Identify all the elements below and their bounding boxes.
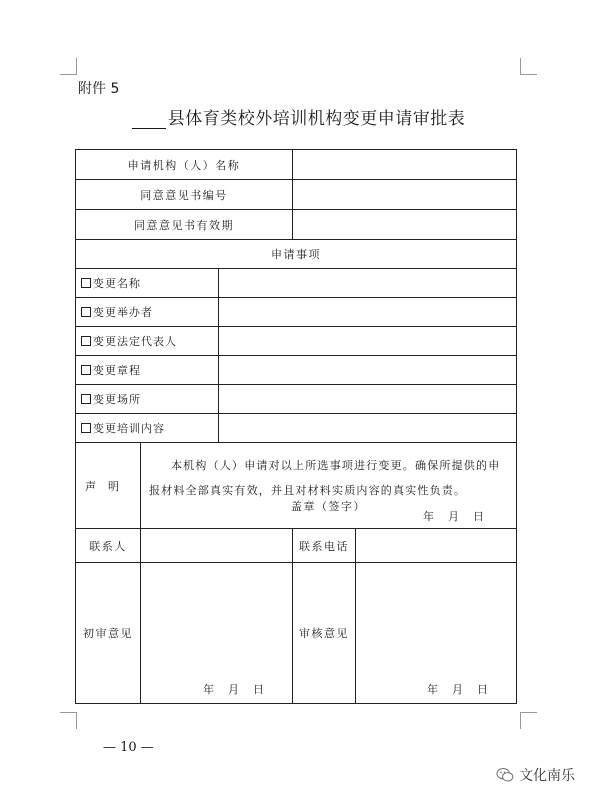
crop-mark-bottom-left [60, 712, 77, 729]
contact-person-label: 联系人 [76, 529, 141, 563]
consent-validity-input[interactable] [293, 210, 517, 240]
change-item-label: 变更名称 [93, 277, 141, 290]
watermark-text: 文化南乐 [519, 768, 575, 784]
change-item-input[interactable] [219, 298, 517, 327]
wechat-icon [496, 767, 514, 783]
change-item-input[interactable] [219, 327, 517, 356]
change-item-input[interactable] [219, 385, 517, 414]
change-item-label: 变更场所 [93, 393, 141, 406]
checkbox[interactable] [81, 336, 91, 346]
change-item-input[interactable] [219, 414, 517, 443]
audit-review-input[interactable] [356, 563, 517, 704]
change-item-row[interactable] [76, 327, 219, 356]
initial-review-input[interactable] [141, 563, 293, 704]
checkbox[interactable] [81, 394, 91, 404]
checkbox[interactable] [81, 423, 91, 433]
declaration-date: 年月日 [423, 510, 499, 523]
crop-mark-top-right [520, 58, 537, 75]
form-title: 县体育类校外培训机构变更申请审批表 [167, 109, 466, 129]
title-blank-line[interactable] [132, 112, 166, 129]
change-item-row[interactable] [76, 414, 219, 443]
initial-review-date: 年月日 [203, 683, 279, 696]
applicant-name-label: 申请机构（人）名称 [76, 150, 293, 180]
form-title-row [0, 104, 597, 129]
change-item-input[interactable] [219, 356, 517, 385]
change-item-label: 变更法定代表人 [93, 335, 177, 348]
section-header: 申请事项 [76, 240, 517, 269]
checkbox[interactable] [81, 307, 91, 317]
declaration-text: 本机构（人）申请对以上所选事项进行变更。确保所提供的申报材料全部真实有效，并且对材料实质内容的真实性负责。 [149, 459, 501, 497]
contact-phone-input[interactable] [356, 529, 517, 563]
page-number: — 10 — [103, 740, 154, 755]
watermark [496, 765, 575, 785]
application-form-table [75, 149, 517, 704]
change-item-row[interactable] [76, 269, 219, 298]
seal-signature-label: 盖章（签字） [291, 500, 366, 513]
change-item-row[interactable] [76, 298, 219, 327]
crop-mark-bottom-right [520, 712, 537, 729]
checkbox[interactable] [81, 365, 91, 375]
declaration-label: 声明 [76, 443, 141, 529]
declaration-cell [141, 443, 517, 529]
change-item-label: 变更举办者 [93, 306, 153, 319]
change-item-input[interactable] [219, 269, 517, 298]
consent-number-input[interactable] [293, 180, 517, 210]
change-item-row[interactable] [76, 385, 219, 414]
contact-phone-label: 联系电话 [293, 529, 356, 563]
attachment-label: 附件 5 [78, 81, 120, 97]
initial-review-label: 初审意见 [76, 563, 141, 704]
checkbox[interactable] [81, 278, 91, 288]
consent-number-label: 同意意见书编号 [76, 180, 293, 210]
audit-review-date: 年月日 [427, 683, 503, 696]
change-item-label: 变更培训内容 [93, 422, 165, 435]
contact-person-input[interactable] [141, 529, 293, 563]
change-item-label: 变更章程 [93, 364, 141, 377]
audit-review-label: 审核意见 [293, 563, 356, 704]
applicant-name-input[interactable] [293, 150, 517, 180]
crop-mark-top-left [60, 58, 77, 75]
change-item-row[interactable] [76, 356, 219, 385]
consent-validity-label: 同意意见书有效期 [76, 210, 293, 240]
